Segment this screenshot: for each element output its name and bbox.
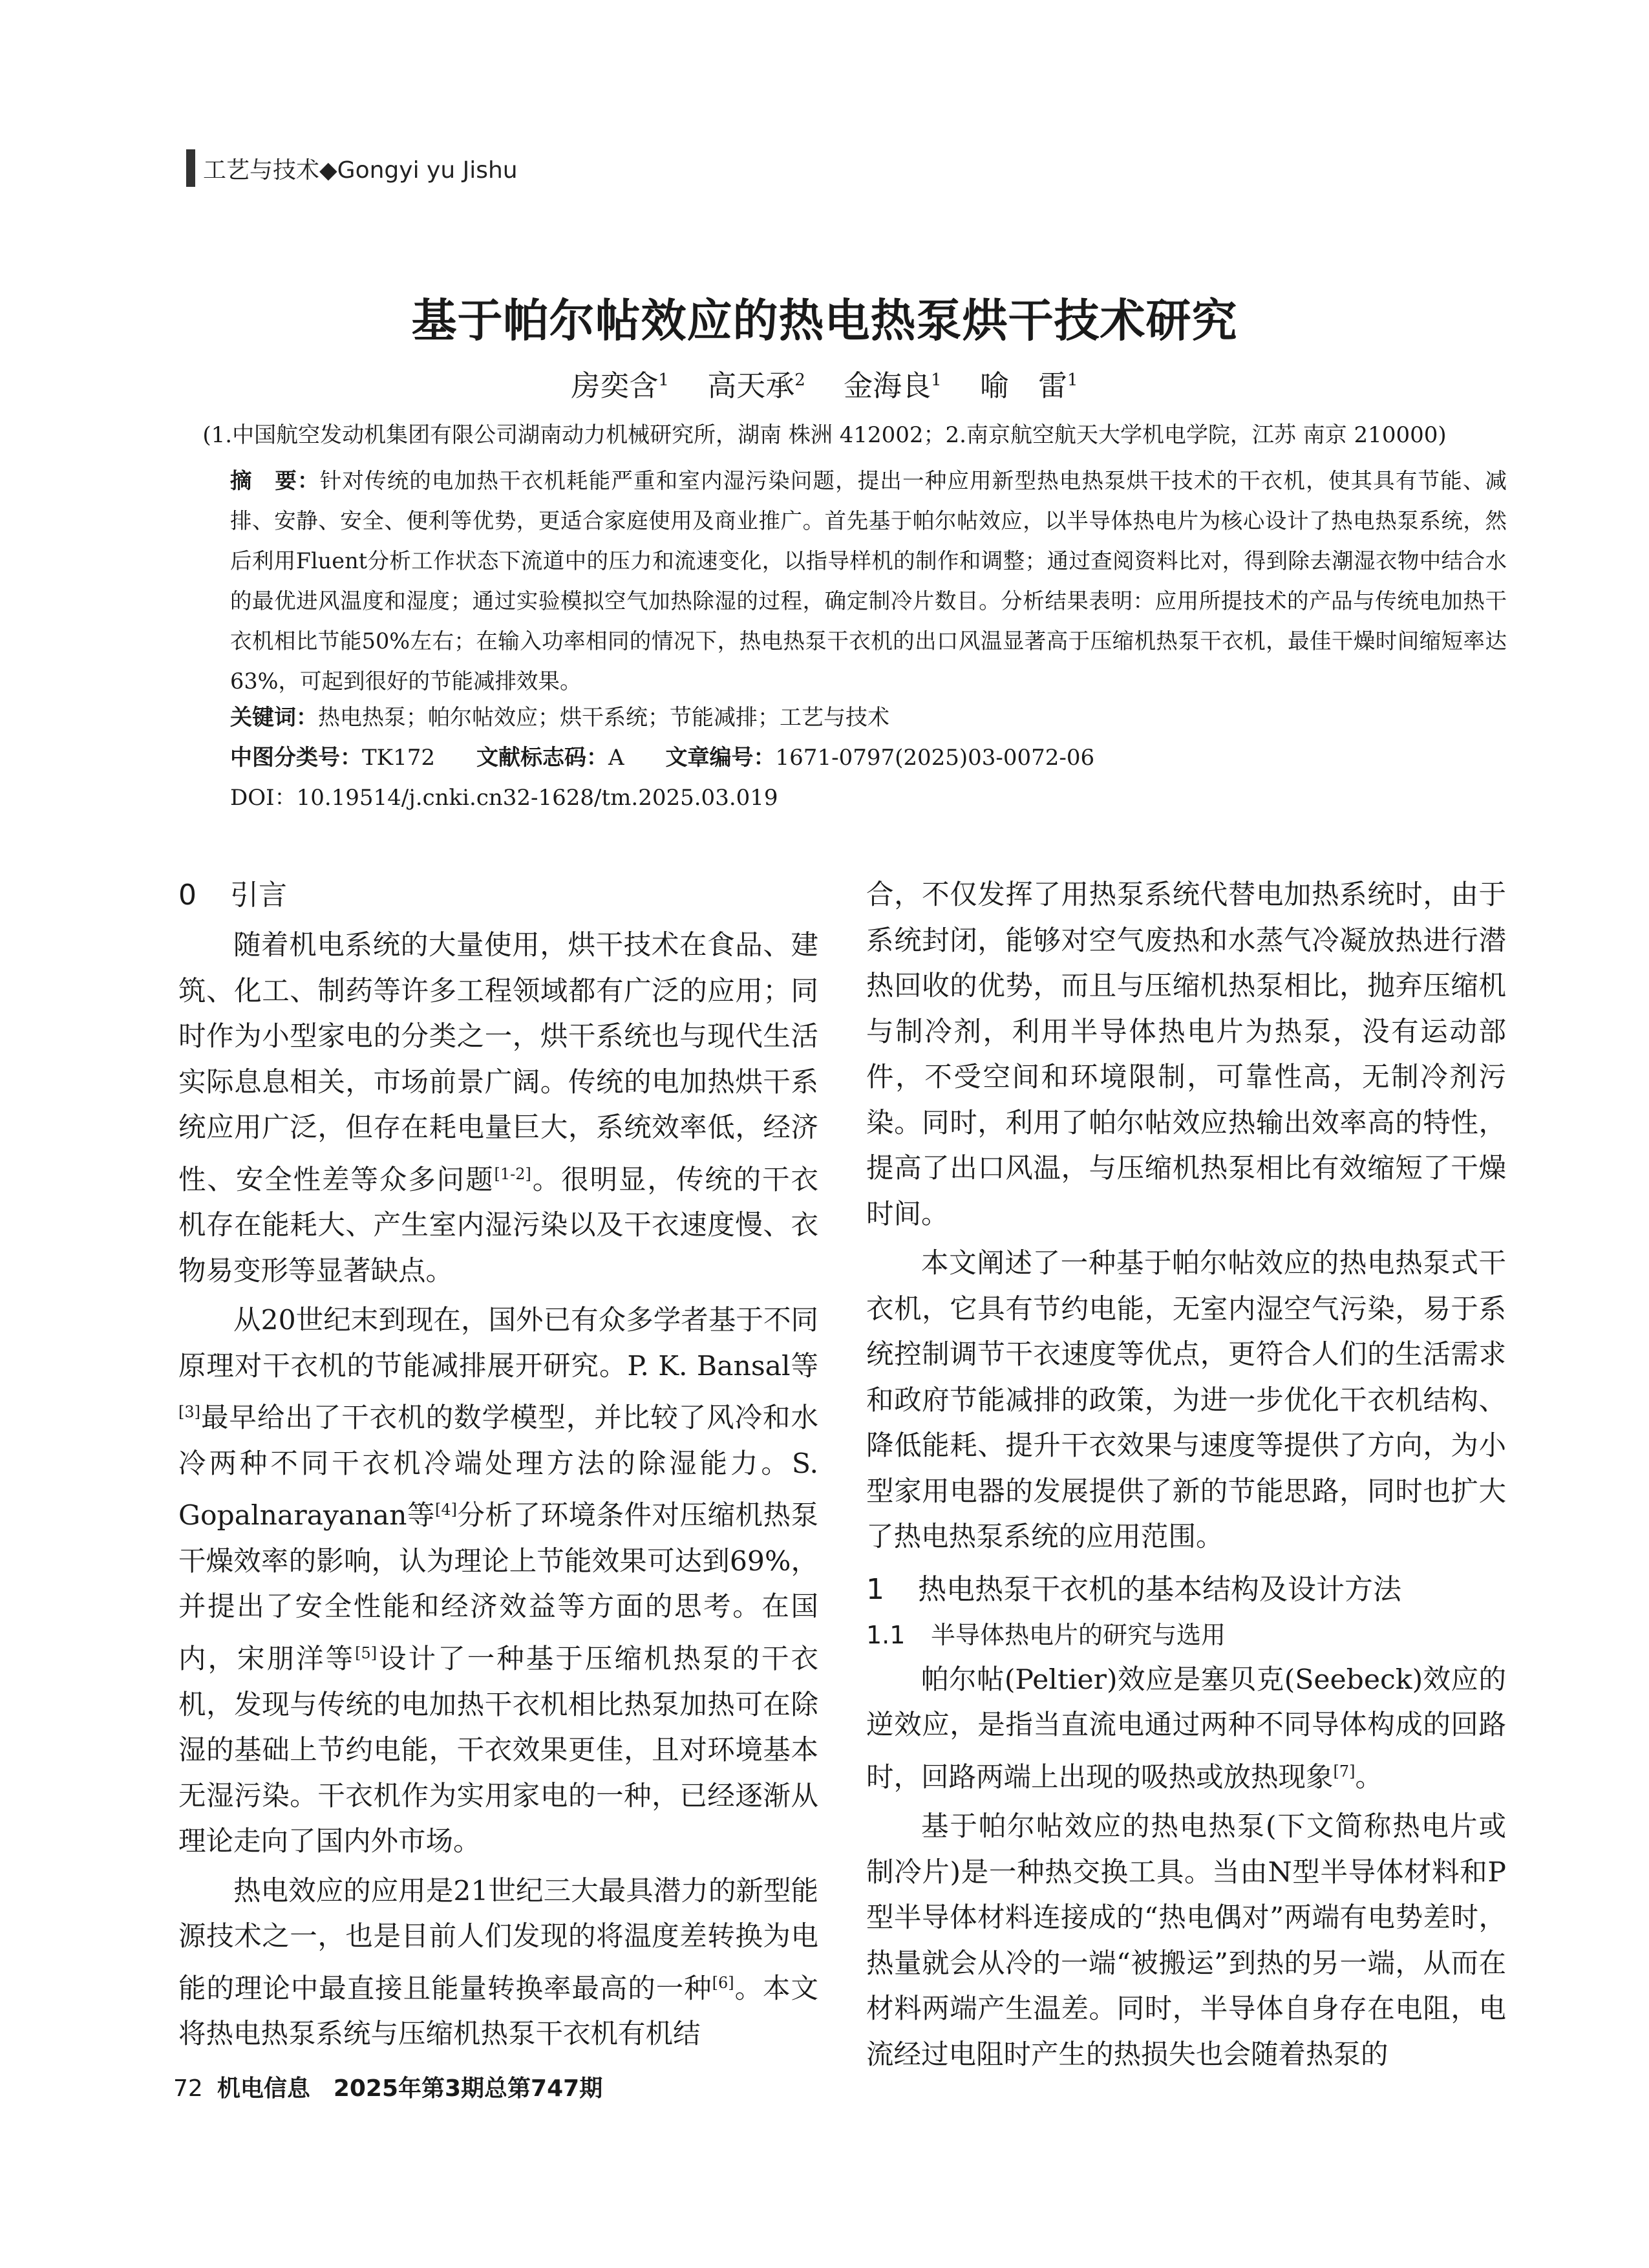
doi-label: DOI： bbox=[230, 785, 297, 811]
running-title: 工艺与技术◆Gongyi yu Jishu bbox=[203, 156, 518, 184]
author: 喻 雷$^1$ bbox=[980, 369, 1078, 403]
doi-value: 10.19514/j.cnki.cn32-1628/tm.2025.03.019 bbox=[296, 785, 778, 811]
article-no-label: 文章编号： bbox=[665, 745, 776, 771]
doc-code-value: A bbox=[608, 745, 624, 771]
paragraph: 帕尔帖(Peltier)效应是塞贝克(Seebeck)效应的逆效应，是指当直流电通过两种不同导体构成的回路时，回路两端上出现的吸热或放热现象[7]。 bbox=[866, 1664, 1506, 1793]
abstract-label: 摘 要： bbox=[230, 468, 320, 493]
paragraph: 随着机电系统的大量使用，烘干技术在食品、建筑、化工、制药等许多工程领域都有广泛的应用；同时作为小型家电的分类之一，烘干系统也与现代生活实际息息相关，市场前景广阔。传统的电加热烘干系统应用广泛，但存在耗电量巨大，系统效率低，经济性、安全性差等众多问题[1-2]。很明显，传统的干衣机存在能耗大、产生室内湿污染以及干衣速度慢、衣物易变形等显著缺点。 bbox=[178, 930, 818, 1287]
paragraph: 基于帕尔帖效应的热电热泵(下文简称热电片或制冷片)是一种热交换工具。当由N型半导体材料和P型半导体材料连接成的“热电偶对”两端有电势差时，热量就会从冷的一端“被搬运”到热的另一端，从而在材料两端产生温差。同时，半导体自身存在电阻，电流经过电阻时产生的热损失也会随着热泵的 bbox=[866, 1811, 1506, 2071]
paragraph: 从20世纪末到现在，国外已有众多学者基于不同原理对干衣机的节能减排展开研究。P. K. Bansal等[3]最早给出了干衣机的数学模型，并比较了风冷和水冷两种不同干衣机冷端处理方法的除湿能力。S. Gopalnarayanan等[4]分析了环境条件对压缩机热泵干燥效率的影响，认为理论上节能效果可达到69%，并提出了安全性能和经济效益等方面的思考。在国内，宋朋洋等[5]设计了一种基于压缩机热泵的干衣机，发现与传统的电加热干衣机相比热泵加热可在除湿的基础上节约电能，干衣效果更佳，且对环境基本无湿污染。干衣机作为实用家电的一种，已经逐渐从理论走向了国内外市场。 bbox=[178, 1305, 818, 1858]
author: 高天承$^2$ bbox=[707, 369, 805, 403]
author-list bbox=[0, 362, 1649, 404]
section-heading-0: 0 引言 bbox=[178, 879, 287, 912]
subsection-heading-1-1: 1.1 半导体热电片的研究与选用 bbox=[866, 1620, 1226, 1649]
right-column bbox=[866, 873, 1506, 2078]
running-header bbox=[186, 150, 518, 186]
clc-label: 中图分类号： bbox=[230, 745, 362, 771]
keywords-text: 热电热泵；帕尔帖效应；烘干系统；节能减排；工艺与技术 bbox=[318, 705, 889, 731]
abstract bbox=[230, 461, 1507, 701]
header-bar bbox=[186, 149, 195, 187]
keywords-label: 关键词： bbox=[230, 705, 318, 731]
page-footer bbox=[173, 2070, 602, 2103]
article-no-value: 1671-0797(2025)03-0072-06 bbox=[775, 745, 1095, 771]
abstract-text: 针对传统的电加热干衣机耗能严重和室内湿污染问题，提出一种应用新型热电热泵烘干技术的干衣机，使其具有节能、减排、安静、安全、便利等优势，更适合家庭使用及商业推广。首先基于帕尔帖效应，以半导体热电片为核心设计了热电热泵系统，然后利用Fluent分析工作状态下流道中的压力和流速变化，以指导样机的制作和调整；通过查阅资料比对，得到除去潮湿衣物中结合水的最优进风温度和湿度；通过实验模拟空气加热除湿的过程，确定制冷片数目。分析结果表明：应用所提技术的产品与传统电加热干衣机相比节能50%左右；在输入功率相同的情况下，热电热泵干衣机的出口风温显著高于压缩机热泵干衣机，最佳干燥时间缩短率达63%，可起到很好的节能减排效果。 bbox=[230, 468, 1507, 694]
author: 金海良$^1$ bbox=[844, 369, 942, 403]
paragraph: 合，不仅发挥了用热泵系统代替电加热系统时，由于系统封闭，能够对空气废热和水蒸气冷凝放热进行潜热回收的优势，而且与压缩机热泵相比，抛弃压缩机与制冷剂，利用半导体热电片为热泵，没有运动部件，不受空间和环境限制，可靠性高，无制冷剂污染。同时，利用了帕尔帖效应热输出效率高的特性，提高了出口风温，与压缩机热泵相比有效缩短了干燥时间。 bbox=[866, 879, 1506, 1230]
article-title: 基于帕尔帖效应的热电热泵烘干技术研究 bbox=[411, 294, 1238, 347]
affiliation: (1.中国航空发动机集团有限公司湖南动力机械研究所，湖南 株洲 412002；2.南京航空航天大学机电学院，江苏 南京 210000) bbox=[202, 422, 1447, 448]
clc-value: TK172 bbox=[362, 745, 435, 771]
section-heading-1: 1 热电热泵干衣机的基本结构及设计方法 bbox=[866, 1572, 1401, 1606]
author: 房奕含$^1$ bbox=[571, 369, 669, 403]
paragraph: 本文阐述了一种基于帕尔帖效应的热电热泵式干衣机，它具有节约电能，无室内湿空气污染，易于系统控制调节干衣速度等优点，更符合人们的生活需求和政府节能减排的政策，为进一步优化干衣机结构、降低能耗、提升干衣效果与速度等提供了方向，为小型家用电器的发展提供了新的节能思路，同时也扩大了热电热泵系统的应用范围。 bbox=[866, 1248, 1506, 1553]
keywords bbox=[230, 700, 1507, 731]
journal-info: 机电信息 2025年第3期总第747期 bbox=[217, 2075, 603, 2102]
doc-code-label: 文献标志码： bbox=[476, 745, 608, 771]
classification-line bbox=[230, 740, 1507, 771]
page-number: 72 bbox=[173, 2075, 203, 2102]
left-column bbox=[178, 873, 818, 2058]
doi-line bbox=[230, 780, 1507, 811]
paragraph: 热电效应的应用是21世纪三大最具潜力的新型能源技术之一，也是目前人们发现的将温度差转换为电能的理论中最直接且能量转换率最高的一种[6]。本文将热电热泵系统与压缩机热泵干衣机有机结 bbox=[178, 1875, 818, 2051]
